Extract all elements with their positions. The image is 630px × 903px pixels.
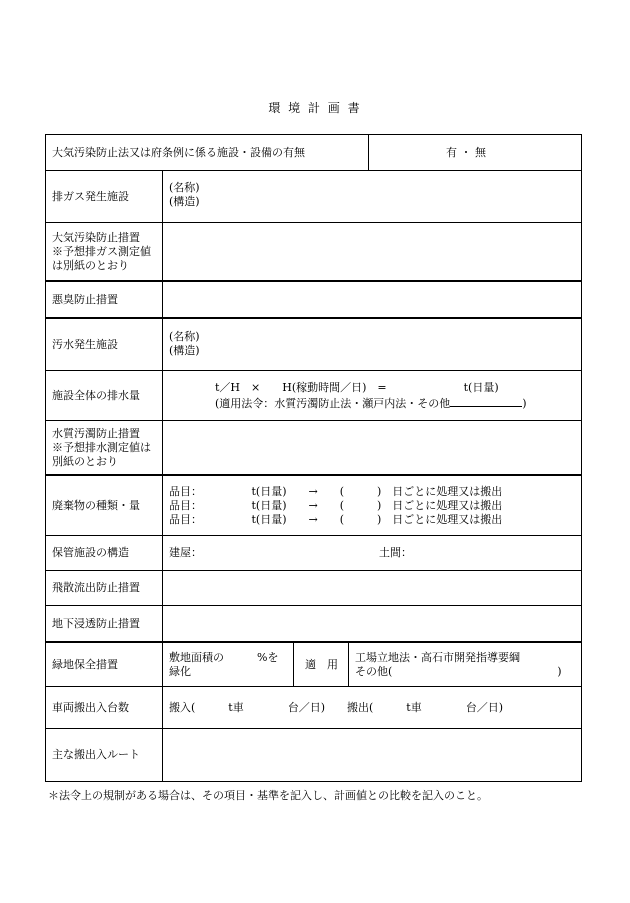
- row-vehicles: [46, 687, 581, 729]
- seepage-label: 地下浸透防止措置: [46, 606, 163, 641]
- divider: [293, 643, 294, 686]
- waste-item-line: 品目： t(日量) → ( ) 日ごとに処理又は搬出: [169, 499, 503, 512]
- structure-label: (構造): [169, 195, 200, 208]
- applicable-law-text: (適用法令：水質汚濁防止法・瀬戸内法・その他: [215, 397, 451, 410]
- air-measures-field[interactable]: [163, 223, 581, 280]
- route-label: 主な搬出入ルート: [46, 729, 163, 781]
- route-field[interactable]: [163, 729, 581, 781]
- row-odor: [46, 282, 581, 319]
- row-exhaust-facility: [46, 171, 581, 223]
- name-label: (名称): [169, 330, 200, 343]
- exhaust-facility-field[interactable]: [163, 171, 581, 222]
- waste-item-line: 品目： t(日量) → ( ) 日ごとに処理又は搬出: [169, 513, 503, 526]
- air-measures-label-line2: ※予想排ガス測定値: [52, 244, 151, 258]
- green-label: 緑地保全措置: [46, 643, 163, 686]
- row-seepage: [46, 606, 581, 643]
- environment-plan-table: [45, 134, 582, 782]
- drainage-label: 施設全体の排水量: [46, 371, 163, 420]
- apply-label: 適 用: [305, 658, 338, 671]
- wastewater-facility-label: 汚水発生施設: [46, 319, 163, 370]
- drainage-field[interactable]: [163, 371, 581, 420]
- row-storage: [46, 536, 581, 571]
- exhaust-facility-label: 排ガス発生施設: [46, 171, 163, 222]
- building-label: 建屋：: [169, 546, 202, 559]
- divider: [368, 135, 369, 170]
- vehicles-field[interactable]: [163, 687, 581, 728]
- yes-no-choice[interactable]: 有 ・ 無: [446, 146, 486, 159]
- air-measures-label: [46, 223, 163, 280]
- structure-label: (構造): [169, 344, 200, 357]
- waste-field[interactable]: [163, 476, 581, 535]
- waste-label: 廃棄物の種類・量: [46, 476, 163, 535]
- scatter-label: 飛散流出防止措置: [46, 571, 163, 605]
- storage-label: 保管施設の構造: [46, 536, 163, 570]
- water-measures-label: [46, 421, 163, 474]
- green-area-line1: 敷地面積の %を: [169, 651, 279, 664]
- seepage-field[interactable]: [163, 606, 581, 641]
- drainage-formula: t／H × H(稼動時間／日) = t(日量): [215, 381, 499, 394]
- name-label: (名称): [169, 181, 200, 194]
- close-paren: ): [522, 397, 527, 410]
- row-green: [46, 643, 581, 687]
- air-measures-label-line3: は別紙のとおり: [52, 258, 129, 272]
- row-route: [46, 729, 581, 781]
- floor-label: 土間：: [379, 546, 412, 559]
- divider: [348, 643, 349, 686]
- water-measures-label-line3: 別紙のとおり: [52, 454, 118, 468]
- green-field[interactable]: [163, 643, 581, 686]
- document-title: 環 境 計 画 書: [268, 101, 362, 115]
- water-measures-label-line2: ※予想排水測定値は: [52, 440, 151, 454]
- row-drainage: [46, 371, 581, 421]
- air-measures-label-line1: 大気汚染防止措置: [52, 230, 140, 244]
- row-air-measures: [46, 223, 581, 282]
- law-line2: その他( ): [355, 665, 562, 678]
- other-law-blank[interactable]: [450, 396, 522, 407]
- odor-field[interactable]: [163, 282, 581, 317]
- row-waste: [46, 476, 581, 536]
- odor-label: 悪臭防止措置: [46, 282, 163, 317]
- green-area-line2: 緑化: [169, 665, 191, 678]
- row-scatter: [46, 571, 581, 606]
- row-water-measures: [46, 421, 581, 476]
- scatter-field[interactable]: [163, 571, 581, 605]
- wastewater-facility-field[interactable]: [163, 319, 581, 370]
- vehicles-label: 車両搬出入台数: [46, 687, 163, 728]
- row-wastewater-facility: [46, 319, 581, 371]
- vehicles-value: 搬入( t車 台／日) 搬出( t車 台／日): [169, 701, 504, 714]
- storage-field[interactable]: [163, 536, 581, 570]
- row-air-pollution-facility: [46, 135, 581, 171]
- waste-item-line: 品目： t(日量) → ( ) 日ごとに処理又は搬出: [169, 485, 503, 498]
- law-line1: 工場立地法・高石市開発指導要綱: [355, 651, 520, 664]
- applicable-law-line: [215, 396, 527, 411]
- water-measures-label-line1: 水質汚濁防止措置: [52, 426, 140, 440]
- footnote: ＊法令上の規制がある場合は、その項目・基準を記入し、計画値との比較を記入のこと。: [48, 789, 488, 802]
- water-measures-field[interactable]: [163, 421, 581, 474]
- air-pollution-facility-label: 大気汚染防止法又は府条例に係る施設・設備の有無: [52, 146, 305, 159]
